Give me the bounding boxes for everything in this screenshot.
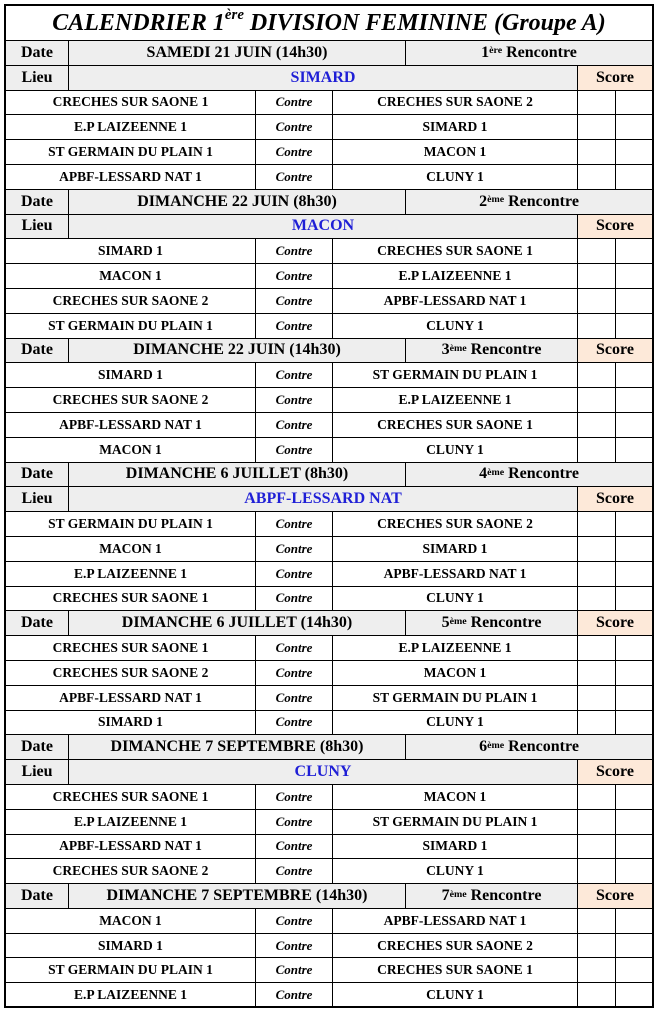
away-team: ST GERMAIN DU PLAIN 1 <box>332 810 577 834</box>
match-row <box>4 413 654 438</box>
away-team: APBF-LESSARD NAT 1 <box>332 909 577 933</box>
match-row <box>4 983 654 1008</box>
home-team: MACON 1 <box>99 540 162 556</box>
home-team: SIMARD 1 <box>98 714 163 730</box>
score-home-cell <box>577 661 615 685</box>
away-team: SIMARD 1 <box>332 537 577 561</box>
score-home-cell <box>577 388 615 412</box>
round-date: DIMANCHE 6 JUILLET (14h30) <box>68 611 405 635</box>
date-row <box>4 190 654 215</box>
contre-label: Contre <box>255 264 332 288</box>
score-away-cell <box>615 289 652 313</box>
away-team: CRECHES SUR SAONE 2 <box>332 934 577 958</box>
away-team: CLUNY 1 <box>332 711 577 735</box>
score-home-cell <box>577 314 615 338</box>
away-team: E.P LAIZEENNE 1 <box>332 388 577 412</box>
score-header: Score <box>577 611 652 635</box>
score-header: Score <box>577 215 652 239</box>
round-num: 3 <box>441 341 450 359</box>
home-team: ST GERMAIN DU PLAIN 1 <box>48 962 213 978</box>
away-team: CLUNY 1 <box>332 587 577 611</box>
score-away-cell <box>615 686 652 710</box>
match-row <box>4 438 654 463</box>
score-away-cell <box>615 859 652 883</box>
round-date: DIMANCHE 22 JUIN (8h30) <box>68 190 405 214</box>
score-away-cell <box>615 810 652 834</box>
contre-label: Contre <box>255 636 332 660</box>
match-row <box>4 512 654 537</box>
away-team: ST GERMAIN DU PLAIN 1 <box>332 363 577 387</box>
match-row <box>4 115 654 140</box>
score-away-cell <box>615 388 652 412</box>
rencontre-label: Rencontre <box>470 886 542 904</box>
score-away-cell <box>615 314 652 338</box>
home-team: SIMARD 1 <box>98 937 163 953</box>
match-row <box>4 810 654 835</box>
contre-label: Contre <box>255 314 332 338</box>
contre-label: Contre <box>255 165 332 189</box>
score-home-cell <box>577 413 615 437</box>
round-num: 7 <box>441 886 450 904</box>
score-home-cell <box>577 983 615 1006</box>
score-home-cell <box>577 264 615 288</box>
schedule-table <box>4 41 654 1008</box>
score-home-cell <box>577 587 615 611</box>
date-label: Date <box>6 611 68 635</box>
score-home-cell <box>577 562 615 586</box>
match-row <box>4 934 654 959</box>
home-team: MACON 1 <box>99 441 162 457</box>
score-away-cell <box>615 562 652 586</box>
score-away-cell <box>615 636 652 660</box>
home-team: ST GERMAIN DU PLAIN 1 <box>48 317 213 333</box>
away-team: CRECHES SUR SAONE 1 <box>332 239 577 263</box>
away-team: SIMARD 1 <box>332 835 577 859</box>
away-team: MACON 1 <box>332 140 577 164</box>
contre-label: Contre <box>255 909 332 933</box>
contre-label: Contre <box>255 363 332 387</box>
score-away-cell <box>615 661 652 685</box>
score-away-cell <box>615 909 652 933</box>
match-row <box>4 264 654 289</box>
home-team: SIMARD 1 <box>98 367 163 383</box>
round-date: DIMANCHE 6 JUILLET (8h30) <box>68 463 405 487</box>
round-date: SAMEDI 21 JUIN (14h30) <box>68 41 405 65</box>
date-label: Date <box>6 339 68 363</box>
match-row <box>4 711 654 736</box>
date-row <box>4 735 654 760</box>
score-away-cell <box>615 711 652 735</box>
round-date: DIMANCHE 7 SEPTEMBRE (14h30) <box>68 884 405 908</box>
rencontre-label: Rencontre <box>508 192 579 210</box>
match-row <box>4 859 654 884</box>
match-row <box>4 537 654 562</box>
contre-label: Contre <box>255 537 332 561</box>
venue-name: ABPF-LESSARD NAT <box>68 487 577 511</box>
round-number: 1 $^{ère}$ Rencontre <box>405 41 652 65</box>
score-home-cell <box>577 363 615 387</box>
score-away-cell <box>615 785 652 809</box>
home-team: APBF-LESSARD NAT 1 <box>59 416 202 432</box>
match-row <box>4 363 654 388</box>
score-away-cell <box>615 140 652 164</box>
score-away-cell <box>615 958 652 982</box>
title-rest: DIVISION FEMININE (Groupe A) <box>243 10 606 36</box>
home-team: E.P LAIZEENNE 1 <box>74 986 187 1002</box>
score-home-cell <box>577 958 615 982</box>
score-home-cell <box>577 859 615 883</box>
score-away-cell <box>615 91 652 115</box>
score-away-cell <box>615 512 652 536</box>
score-home-cell <box>577 711 615 735</box>
home-team: E.P LAIZEENNE 1 <box>74 119 187 135</box>
score-away-cell <box>615 835 652 859</box>
match-row <box>4 140 654 165</box>
round-number: 2 $^{ème}$ Rencontre <box>405 190 652 214</box>
title-sup: ère <box>224 6 244 23</box>
contre-label: Contre <box>255 958 332 982</box>
away-team: ST GERMAIN DU PLAIN 1 <box>332 686 577 710</box>
rencontre-label: Rencontre <box>508 738 579 756</box>
home-team: APBF-LESSARD NAT 1 <box>59 168 202 184</box>
date-row <box>4 339 654 364</box>
round-date: DIMANCHE 7 SEPTEMBRE (8h30) <box>68 735 405 759</box>
match-row <box>4 388 654 413</box>
score-header: Score <box>577 66 652 90</box>
venue-row <box>4 66 654 91</box>
score-home-cell <box>577 934 615 958</box>
contre-label: Contre <box>255 661 332 685</box>
round-number: 4 $^{ème}$ Rencontre <box>405 463 652 487</box>
match-row <box>4 636 654 661</box>
page-title <box>4 4 654 41</box>
home-team: E.P LAIZEENNE 1 <box>74 813 187 829</box>
date-label: Date <box>6 735 68 759</box>
lieu-label: Lieu <box>6 487 68 511</box>
contre-label: Contre <box>255 438 332 462</box>
venue-name: MACON <box>68 215 577 239</box>
home-team: ST GERMAIN DU PLAIN 1 <box>48 516 213 532</box>
venue-row <box>4 760 654 785</box>
home-team: SIMARD 1 <box>98 243 163 259</box>
score-header: Score <box>577 884 652 908</box>
home-team: CRECHES SUR SAONE 2 <box>52 664 209 680</box>
score-away-cell <box>615 165 652 189</box>
home-team: MACON 1 <box>99 912 162 928</box>
round-number: 5 $^{ème}$ Rencontre <box>405 611 577 635</box>
contre-label: Contre <box>255 239 332 263</box>
round-num: 5 <box>441 614 450 632</box>
rencontre-label: Rencontre <box>470 614 542 632</box>
contre-label: Contre <box>255 512 332 536</box>
away-team: CRECHES SUR SAONE 2 <box>332 512 577 536</box>
rencontre-label: Rencontre <box>506 43 577 61</box>
contre-label: Contre <box>255 934 332 958</box>
contre-label: Contre <box>255 140 332 164</box>
away-team: CRECHES SUR SAONE 1 <box>332 413 577 437</box>
venue-row <box>4 215 654 240</box>
contre-label: Contre <box>255 413 332 437</box>
score-header: Score <box>577 760 652 784</box>
match-row <box>4 686 654 711</box>
rencontre-label: Rencontre <box>508 465 579 483</box>
away-team: E.P LAIZEENNE 1 <box>332 636 577 660</box>
home-team: CRECHES SUR SAONE 2 <box>52 292 209 308</box>
score-away-cell <box>615 537 652 561</box>
date-row <box>4 41 654 66</box>
score-home-cell <box>577 537 615 561</box>
home-team: CRECHES SUR SAONE 1 <box>52 590 209 606</box>
date-label: Date <box>6 41 68 65</box>
score-away-cell <box>615 983 652 1006</box>
round-num: 6 <box>479 738 488 756</box>
home-team: APBF-LESSARD NAT 1 <box>59 689 202 705</box>
contre-label: Contre <box>255 810 332 834</box>
contre-label: Contre <box>255 587 332 611</box>
match-row <box>4 289 654 314</box>
match-row <box>4 835 654 860</box>
contre-label: Contre <box>255 835 332 859</box>
score-away-cell <box>615 438 652 462</box>
match-row <box>4 165 654 190</box>
match-row <box>4 239 654 264</box>
score-home-cell <box>577 239 615 263</box>
away-team: MACON 1 <box>332 661 577 685</box>
score-away-cell <box>615 587 652 611</box>
calendar-sheet <box>4 4 654 1008</box>
away-team: APBF-LESSARD NAT 1 <box>332 289 577 313</box>
match-row <box>4 314 654 339</box>
venue-row <box>4 487 654 512</box>
score-away-cell <box>615 115 652 139</box>
home-team: ST GERMAIN DU PLAIN 1 <box>48 144 213 160</box>
date-row <box>4 463 654 488</box>
score-away-cell <box>615 239 652 263</box>
score-home-cell <box>577 140 615 164</box>
away-team: CLUNY 1 <box>332 983 577 1006</box>
away-team: CLUNY 1 <box>332 438 577 462</box>
contre-label: Contre <box>255 388 332 412</box>
away-team: CRECHES SUR SAONE 1 <box>332 958 577 982</box>
contre-label: Contre <box>255 686 332 710</box>
round-number: 3 $^{ème}$ Rencontre <box>405 339 577 363</box>
score-home-cell <box>577 115 615 139</box>
round-num: 1 <box>481 43 490 61</box>
lieu-label: Lieu <box>6 760 68 784</box>
score-home-cell <box>577 909 615 933</box>
score-home-cell <box>577 686 615 710</box>
score-away-cell <box>615 363 652 387</box>
home-team: E.P LAIZEENNE 1 <box>74 565 187 581</box>
match-row <box>4 562 654 587</box>
score-home-cell <box>577 636 615 660</box>
lieu-label: Lieu <box>6 215 68 239</box>
score-away-cell <box>615 413 652 437</box>
venue-name: SIMARD <box>68 66 577 90</box>
away-team: CLUNY 1 <box>332 314 577 338</box>
contre-label: Contre <box>255 785 332 809</box>
home-team: CRECHES SUR SAONE 2 <box>52 392 209 408</box>
round-num: 4 <box>479 465 488 483</box>
match-row <box>4 958 654 983</box>
date-row <box>4 884 654 909</box>
score-home-cell <box>577 91 615 115</box>
score-home-cell <box>577 289 615 313</box>
contre-label: Contre <box>255 983 332 1006</box>
round-date: DIMANCHE 22 JUIN (14h30) <box>68 339 405 363</box>
score-home-cell <box>577 785 615 809</box>
date-row <box>4 611 654 636</box>
home-team: CRECHES SUR SAONE 1 <box>52 788 209 804</box>
away-team: MACON 1 <box>332 785 577 809</box>
date-label: Date <box>6 190 68 214</box>
away-team: APBF-LESSARD NAT 1 <box>332 562 577 586</box>
score-home-cell <box>577 165 615 189</box>
match-row <box>4 785 654 810</box>
score-header: Score <box>577 339 652 363</box>
score-header: Score <box>577 487 652 511</box>
contre-label: Contre <box>255 289 332 313</box>
home-team: CRECHES SUR SAONE 1 <box>52 94 209 110</box>
date-label: Date <box>6 463 68 487</box>
date-label: Date <box>6 884 68 908</box>
score-home-cell <box>577 438 615 462</box>
away-team: E.P LAIZEENNE 1 <box>332 264 577 288</box>
lieu-label: Lieu <box>6 66 68 90</box>
score-home-cell <box>577 835 615 859</box>
score-home-cell <box>577 810 615 834</box>
round-num: 2 <box>479 192 488 210</box>
rencontre-label: Rencontre <box>470 341 542 359</box>
home-team: CRECHES SUR SAONE 2 <box>52 863 209 879</box>
away-team: CLUNY 1 <box>332 165 577 189</box>
away-team: CRECHES SUR SAONE 2 <box>332 91 577 115</box>
match-row <box>4 91 654 116</box>
home-team: CRECHES SUR SAONE 1 <box>52 640 209 656</box>
home-team: APBF-LESSARD NAT 1 <box>59 838 202 854</box>
contre-label: Contre <box>255 91 332 115</box>
title-text: CALENDRIER 1 <box>52 10 225 36</box>
away-team: CLUNY 1 <box>332 859 577 883</box>
venue-name: CLUNY <box>68 760 577 784</box>
contre-label: Contre <box>255 859 332 883</box>
score-away-cell <box>615 934 652 958</box>
match-row <box>4 661 654 686</box>
contre-label: Contre <box>255 562 332 586</box>
score-away-cell <box>615 264 652 288</box>
away-team: SIMARD 1 <box>332 115 577 139</box>
match-row <box>4 587 654 612</box>
home-team: MACON 1 <box>99 268 162 284</box>
contre-label: Contre <box>255 711 332 735</box>
round-number: 7 $^{ème}$ Rencontre <box>405 884 577 908</box>
score-home-cell <box>577 512 615 536</box>
round-number: 6 $^{ème}$ Rencontre <box>405 735 652 759</box>
match-row <box>4 909 654 934</box>
contre-label: Contre <box>255 115 332 139</box>
